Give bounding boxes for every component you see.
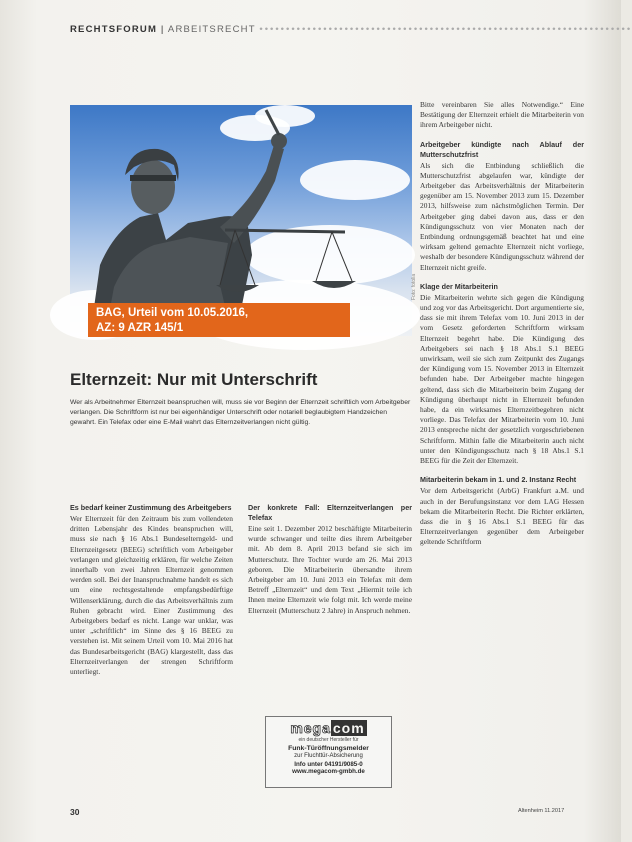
ad-website: www.megacom-gmbh.de xyxy=(292,768,365,775)
col3-text-1: Als sich die Entbindung schließlich die Mutterschutzfrist abgelaufen war, kündigte der Arbeitgeber das Arbeitsverhältnis der Mitarbeiterin gegenüber am 15. November 2013 zum 15. Dezember 2013, hilfsweise zum nächstmöglichen Termin. Der Arbeitgeber ging dabei davon aus, dass er den Kündigungsschutz von vier Monaten nach der Entbindung ordnungsgemäß beachtet hat und eine wirksam geltend gemachte Elternzeit nicht vorliege, weshalb der besondere Kündigungsschutz während der Elternzeit nicht greife. xyxy=(420,160,584,272)
col3-intro: Bitte vereinbaren Sie alles Notwendige.“ Eine Bestätigung der Elternzeit erhielt die Mitarbeiterin von ihrem Arbeitgeber nicht. xyxy=(420,100,584,130)
photo-credit: Foto: fotolia xyxy=(411,273,417,300)
header-separator: | xyxy=(157,24,168,35)
ad-tagline: ein deutscher Hersteller für xyxy=(298,737,359,743)
col3-heading-2: Klage der Mitarbeiterin xyxy=(420,281,498,291)
logo-part-a: mega xyxy=(290,720,331,736)
justitia-photo xyxy=(70,105,412,336)
article-lead: Wer als Arbeitnehmer Elternzeit beanspruchen will, muss sie vor Beginn der Elternzeit schriftlich vom Arbeitgeber verlangen. Die Schriftform ist nur bei eigenhändiger Unterschrift oder notariell beglaubigtem Handzeichen gewahrt. Ein Telefax oder eine E-Mail wahrt das Elternzeitverlangen nicht gültig. xyxy=(70,399,411,427)
col3-heading-1: Arbeitgeber kündigte nach Ablauf der Mutterschutzfrist xyxy=(420,139,584,159)
article-headline: Elternzeit: Nur mit Unterschrift xyxy=(70,370,318,389)
header-subsection: ARBEITSRECHT xyxy=(167,24,256,35)
col3-text-2: Die Mitarbeiterin wehrte sich gegen die Kündigung und zog vor das Arbeitsgericht. Dort argumentierte sie, dass sie mit ihrem Telefax vom 10. Juni 2013 in der vom Gesetz geforderten Schriftform wirksam Elternzeit begehrt habe. Die Kündigung des Arbeitgebers sei nach § 18 Abs.1 S.1 BEEG unwirksam, weil sie sich zum Zeitpunkt des Zugangs der Kündigung vom 15. November 2013 in Elternzeit befunden habe. Der Arbeitgeber machte hingegen geltend, dass sich die Mitarbeiterin beim Zugang der Kündigung überhaupt nicht in Elternzeit befunden habe, da ein wirksames Elternzeitbegehren nicht vorliege. Das Telefax der Mitarbeiterin vom 10. Juni 2013 entspreche nicht der gesetzlich vorgeschriebenen Schriftform. Mithin falle die Mitarbeiterin auch nicht unter den Kündigungsschutz nach § 18 Abs.1 S.1 BEEG für die Zeit der Elternzeit. xyxy=(420,292,584,466)
justitia-statue-icon xyxy=(70,105,412,336)
col1-heading: Es bedarf keiner Zustimmung des Arbeitgebers xyxy=(70,503,232,512)
ad-product: Funk-Türöffnungsmelder xyxy=(288,745,369,752)
article-column-3 xyxy=(420,100,584,557)
article-column-2 xyxy=(248,503,412,625)
col3-heading-3: Mitarbeiterin bekam in 1. und 2. Instanz Recht xyxy=(420,475,577,485)
header-section: RECHTSFORUM xyxy=(70,24,158,35)
issue-label: Altenheim 11.2017 xyxy=(518,808,565,814)
col2-heading: Der konkrete Fall: Elternzeitverlangen per Telefax xyxy=(248,503,412,522)
logo-part-b: com xyxy=(332,720,365,736)
verdict-ribbon xyxy=(88,303,350,337)
page-header xyxy=(70,24,632,38)
megacom-logo xyxy=(266,720,391,736)
header-dot-rule: •••••••••••••••••••••••••••••••••••••••••••••••••••••••••••••••••••••• xyxy=(259,24,632,35)
col1-text: Wer Elternzeit für den Zeitraum bis zum vollendeten dritten Lebensjahr des Kindes beanspruchen will, muss sie nach § 16 Abs.1 Bundeselterngeld- und Elternzeitgesetz (BEEG) schriftlich vom Arbeitgeber verlangen und gleichzeitig erklären, für welche Zeiten innerhalb von zwei Jahren Elternzeit genommen werden soll. Bei der Inanspruchnahme handelt es sich um eine rechtsgestaltende empfangsbedürftige Willenserklärung, durch die das Arbeitsverhältnis zum Ruhen gebracht wird. Einer Zustimmung des Arbeitgebers bedarf es nicht. Lange war unklar, was unter „schriftlich“ im Sinne des § 16 BEEG zu verstehen ist. Mit seinem Urteil vom 10. Mai 2016 hat das Bundesarbeitsgericht (BAG) klargestellt, dass das Elternzeitverlangen der strengen Schriftform unterliegt. xyxy=(70,514,233,677)
ribbon-line-2: AZ: 9 AZR 145/1 xyxy=(96,322,184,334)
page-number: 30 xyxy=(70,807,80,817)
megacom-advertisement xyxy=(265,716,392,788)
article-column-1 xyxy=(70,503,233,686)
ad-purpose: zur Fluchttür-Absicherung xyxy=(294,753,363,759)
ad-phone: Info unter 04191/9085-0 xyxy=(294,761,363,768)
ribbon-line-1: BAG, Urteil vom 10.05.2016, xyxy=(96,307,249,319)
col2-text: Eine seit 1. Dezember 2012 beschäftigte Mitarbeiterin wurde schwanger und teilte dies ihrem Arbeitgeber mit. Ab dem 8. April 2013 befand sie sich im Mutterschutz. Ihre Tochter wurde am 26. Mai 2013 geboren. Die Mitarbeiterin übersandte ihrem Arbeitgeber am 10. Juni 2013 ein Telefax mit dem Betreff „Elternzeit“ und dem Text „Hiermit teile ich Ihnen meine Elternzeit wie folgt mit. Ich werde meine Elternzeit (Mutterschutz 2 Jahre) in Anspruch nehmen. xyxy=(248,524,412,615)
col3-text-3: Vor dem Arbeitsgericht (ArbG) Frankfurt a.M. und auch in der Berufungsinstanz vor dem LAG Hessen bekam die Mitarbeiterin Recht. Die Richter erklärten, dass die in § 16 Abs.1 S.1 BEEG für das Elternzeitverlangen gegenüber dem Arbeitgeber geltende Schriftform xyxy=(420,486,584,547)
